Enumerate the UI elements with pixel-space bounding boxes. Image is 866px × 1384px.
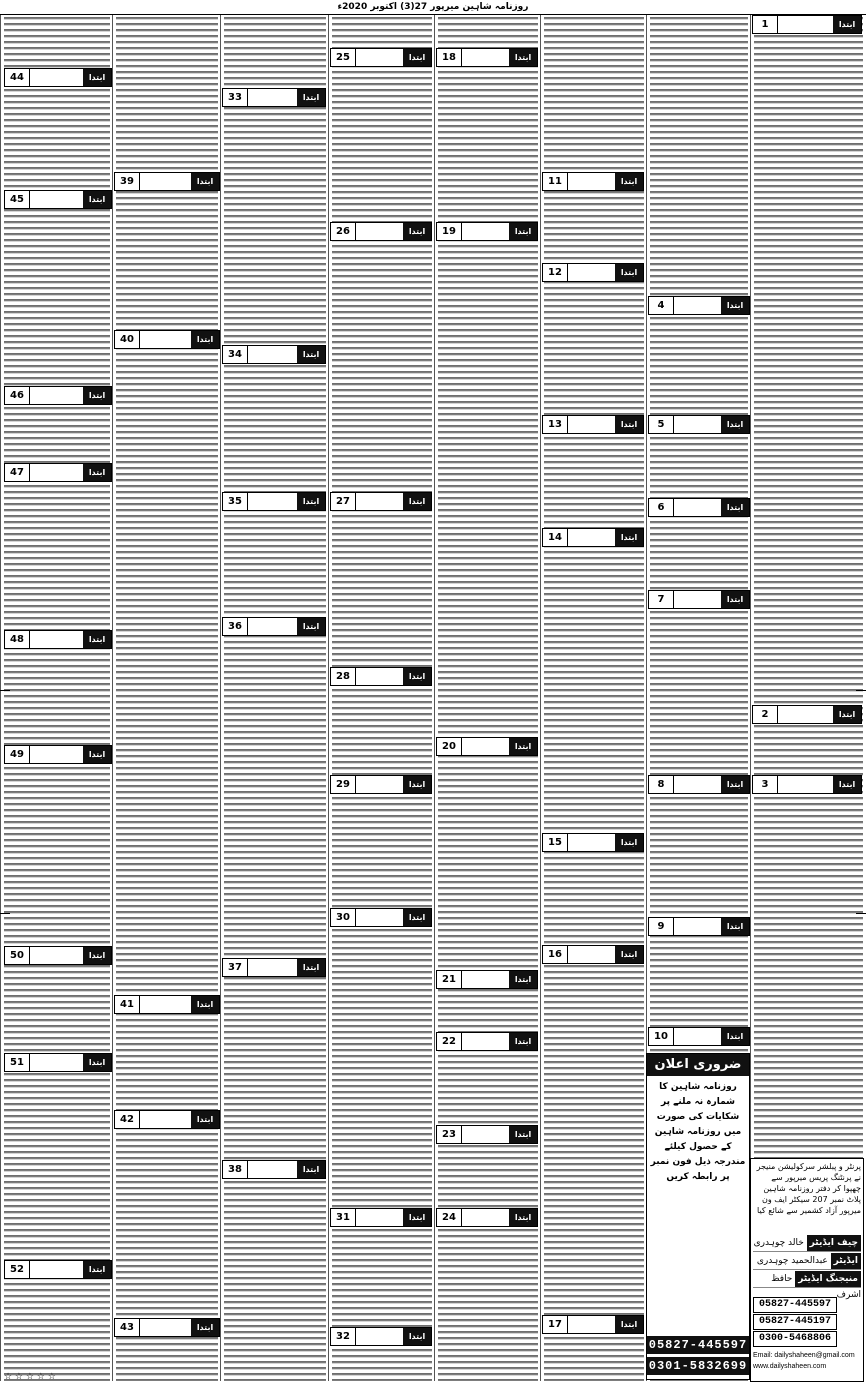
story-number: 33 <box>223 89 248 106</box>
story-number: 51 <box>5 1054 30 1071</box>
story-marker-14 <box>542 528 644 547</box>
story-marker-47 <box>4 463 112 482</box>
story-number: 45 <box>5 191 30 208</box>
column-6 <box>540 15 647 1381</box>
imprint-phone-2: 05827-445197 <box>753 1314 837 1330</box>
story-marker-31 <box>330 1208 432 1227</box>
story-number: 12 <box>543 264 568 281</box>
story-tag: ابتدا <box>615 264 643 281</box>
story-marker-19 <box>436 222 538 241</box>
story-number: 47 <box>5 464 30 481</box>
story-number: 35 <box>223 493 248 510</box>
story-number: 2 <box>753 706 778 723</box>
story-tag: ابتدا <box>83 1261 111 1278</box>
imprint-box <box>750 1158 864 1382</box>
story-number: 15 <box>543 834 568 851</box>
fold-mark <box>856 913 866 914</box>
story-tag: ابتدا <box>83 947 111 964</box>
story-tag: ابتدا <box>83 191 111 208</box>
story-number: 17 <box>543 1316 568 1333</box>
story-number: 31 <box>331 1209 356 1226</box>
story-number: 8 <box>649 776 674 793</box>
story-number: 50 <box>5 947 30 964</box>
story-marker-38 <box>222 1160 326 1179</box>
story-number: 13 <box>543 416 568 433</box>
story-number: 1 <box>753 16 778 33</box>
story-tag: ابتدا <box>403 1209 431 1226</box>
story-marker-29 <box>330 775 432 794</box>
story-number: 46 <box>5 387 30 404</box>
story-marker-16 <box>542 945 644 964</box>
story-tag: ابتدا <box>83 387 111 404</box>
imprint-website: www.dailyshaheen.com <box>753 1363 827 1370</box>
story-number: 14 <box>543 529 568 546</box>
story-number: 37 <box>223 959 248 976</box>
story-marker-15 <box>542 833 644 852</box>
story-marker-9 <box>648 917 750 936</box>
story-tag: ابتدا <box>191 173 219 190</box>
story-marker-1 <box>752 15 862 34</box>
story-marker-44 <box>4 68 112 87</box>
story-marker-41 <box>114 995 220 1014</box>
notice-phone-1: 05827-445597 <box>648 1338 748 1352</box>
story-number: 24 <box>437 1209 462 1226</box>
story-marker-11 <box>542 172 644 191</box>
story-tag: ابتدا <box>403 49 431 66</box>
story-number: 44 <box>5 69 30 86</box>
story-tag: ابتدا <box>191 996 219 1013</box>
footer-stars: ☆ ☆ ☆ ☆ ☆ <box>4 1372 56 1382</box>
story-marker-42 <box>114 1110 220 1129</box>
story-number: 16 <box>543 946 568 963</box>
story-number: 18 <box>437 49 462 66</box>
story-marker-23 <box>436 1125 538 1144</box>
story-number: 34 <box>223 346 248 363</box>
story-number: 39 <box>115 173 140 190</box>
story-tag: ابتدا <box>509 1126 537 1143</box>
story-marker-8 <box>648 775 750 794</box>
story-tag: ابتدا <box>509 49 537 66</box>
story-tag: ابتدا <box>403 776 431 793</box>
story-number: 11 <box>543 173 568 190</box>
story-number: 48 <box>5 631 30 648</box>
story-marker-32 <box>330 1327 432 1346</box>
story-tag: ابتدا <box>509 971 537 988</box>
story-tag: ابتدا <box>191 1111 219 1128</box>
story-marker-28 <box>330 667 432 686</box>
story-tag: ابتدا <box>615 173 643 190</box>
imprint-row: منیجنگ ایڈیٹر حافظ اشرف <box>753 1271 861 1288</box>
story-tag: ابتدا <box>403 1328 431 1345</box>
story-tag: ابتدا <box>721 416 749 433</box>
story-tag: ابتدا <box>83 69 111 86</box>
story-number: 19 <box>437 223 462 240</box>
story-marker-24 <box>436 1208 538 1227</box>
imprint-phone-1: 05827-445597 <box>753 1297 837 1313</box>
story-marker-30 <box>330 908 432 927</box>
story-tag: ابتدا <box>721 776 749 793</box>
story-marker-49 <box>4 745 112 764</box>
story-tag: ابتدا <box>403 668 431 685</box>
notice-advert <box>646 1053 750 1380</box>
story-marker-34 <box>222 345 326 364</box>
notice-body: روزنامہ شاہین کا شمارہ نہ ملنے پر شکایات کی صورت میں روزنامہ شاہین کے حصول کیلئے مندرجہ ذیل فون نمبر پر رابطہ کریں <box>650 1082 746 1182</box>
story-number: 49 <box>5 746 30 763</box>
story-tag: ابتدا <box>191 1319 219 1336</box>
story-marker-51 <box>4 1053 112 1072</box>
story-number: 6 <box>649 499 674 516</box>
story-tag: ابتدا <box>721 297 749 314</box>
story-marker-35 <box>222 492 326 511</box>
story-number: 10 <box>649 1028 674 1045</box>
story-marker-52 <box>4 1260 112 1279</box>
story-marker-46 <box>4 386 112 405</box>
story-marker-37 <box>222 958 326 977</box>
story-number: 42 <box>115 1111 140 1128</box>
story-tag: ابتدا <box>615 946 643 963</box>
story-tag: ابتدا <box>297 618 325 635</box>
story-marker-36 <box>222 617 326 636</box>
story-marker-18 <box>436 48 538 67</box>
column-4 <box>328 15 435 1381</box>
story-number: 9 <box>649 918 674 935</box>
story-tag: ابتدا <box>721 499 749 516</box>
story-marker-22 <box>436 1032 538 1051</box>
story-number: 41 <box>115 996 140 1013</box>
story-marker-2 <box>752 705 862 724</box>
story-number: 26 <box>331 223 356 240</box>
story-number: 28 <box>331 668 356 685</box>
story-marker-4 <box>648 296 750 315</box>
imprint-row: چیف ایڈیٹر خالد چوہدری <box>753 1235 861 1252</box>
story-tag: ابتدا <box>83 464 111 481</box>
story-marker-13 <box>542 415 644 434</box>
imprint-email: Email: dailyshaheen@gmail.com <box>753 1352 855 1359</box>
story-marker-3 <box>752 775 862 794</box>
story-tag: ابتدا <box>615 1316 643 1333</box>
story-tag: ابتدا <box>403 223 431 240</box>
story-tag: ابتدا <box>615 416 643 433</box>
story-tag: ابتدا <box>509 738 537 755</box>
story-tag: ابتدا <box>297 346 325 363</box>
story-tag: ابتدا <box>833 706 861 723</box>
story-tag: ابتدا <box>403 493 431 510</box>
story-tag: ابتدا <box>297 1161 325 1178</box>
imprint-phone-3: 0300-5468806 <box>753 1331 837 1347</box>
story-tag: ابتدا <box>721 1028 749 1045</box>
story-tag: ابتدا <box>191 331 219 348</box>
story-tag: ابتدا <box>297 959 325 976</box>
story-tag: ابتدا <box>833 16 861 33</box>
story-number: 5 <box>649 416 674 433</box>
story-tag: ابتدا <box>403 909 431 926</box>
story-number: 4 <box>649 297 674 314</box>
story-number: 3 <box>753 776 778 793</box>
story-number: 38 <box>223 1161 248 1178</box>
story-number: 32 <box>331 1328 356 1345</box>
story-marker-40 <box>114 330 220 349</box>
column-2 <box>112 15 221 1381</box>
story-tag: ابتدا <box>615 529 643 546</box>
story-marker-17 <box>542 1315 644 1334</box>
story-tag: ابتدا <box>297 493 325 510</box>
story-number: 22 <box>437 1033 462 1050</box>
notice-heading: ضروری اعلان <box>647 1054 749 1076</box>
story-tag: ابتدا <box>615 834 643 851</box>
story-tag: ابتدا <box>297 89 325 106</box>
column-1 <box>0 15 113 1381</box>
story-marker-10 <box>648 1027 750 1046</box>
story-tag: ابتدا <box>721 918 749 935</box>
story-marker-26 <box>330 222 432 241</box>
story-number: 52 <box>5 1261 30 1278</box>
story-number: 27 <box>331 493 356 510</box>
story-number: 30 <box>331 909 356 926</box>
story-marker-6 <box>648 498 750 517</box>
imprint-row: ایڈیٹر عبدالحمید چوہدری <box>753 1253 861 1270</box>
story-tag: ابتدا <box>509 223 537 240</box>
masthead: روزنامہ شاہین میرپور 27(3) اکتوبر 2020ء <box>0 0 866 15</box>
fold-mark <box>0 913 10 914</box>
story-marker-39 <box>114 172 220 191</box>
story-marker-45 <box>4 190 112 209</box>
story-marker-48 <box>4 630 112 649</box>
story-tag: ابتدا <box>83 746 111 763</box>
story-marker-33 <box>222 88 326 107</box>
imprint-text: پرنٹر و پبلشر سرکولیشن منیجر نے پرنٹنگ پریس میرپور سے چھپوا کر دفتر روزنامہ شاہین پلاٹ نمبر 207 سیکٹر ایف ون میرپور آزاد کشمیر سے شائع کیا <box>756 1162 861 1215</box>
story-marker-21 <box>436 970 538 989</box>
notice-phone-2: 0301-5832699 <box>648 1359 748 1373</box>
column-5 <box>434 15 541 1381</box>
story-number: 21 <box>437 971 462 988</box>
story-number: 29 <box>331 776 356 793</box>
story-marker-25 <box>330 48 432 67</box>
story-number: 20 <box>437 738 462 755</box>
story-number: 40 <box>115 331 140 348</box>
story-marker-7 <box>648 590 750 609</box>
story-marker-50 <box>4 946 112 965</box>
story-tag: ابتدا <box>509 1033 537 1050</box>
story-tag: ابتدا <box>509 1209 537 1226</box>
story-number: 7 <box>649 591 674 608</box>
story-marker-27 <box>330 492 432 511</box>
story-marker-5 <box>648 415 750 434</box>
story-marker-43 <box>114 1318 220 1337</box>
story-marker-12 <box>542 263 644 282</box>
story-tag: ابتدا <box>83 631 111 648</box>
story-number: 36 <box>223 618 248 635</box>
story-number: 43 <box>115 1319 140 1336</box>
story-number: 23 <box>437 1126 462 1143</box>
fold-mark <box>0 690 10 691</box>
story-number: 25 <box>331 49 356 66</box>
story-tag: ابتدا <box>721 591 749 608</box>
story-marker-20 <box>436 737 538 756</box>
story-tag: ابتدا <box>83 1054 111 1071</box>
fold-mark <box>856 690 866 691</box>
story-tag: ابتدا <box>833 776 861 793</box>
